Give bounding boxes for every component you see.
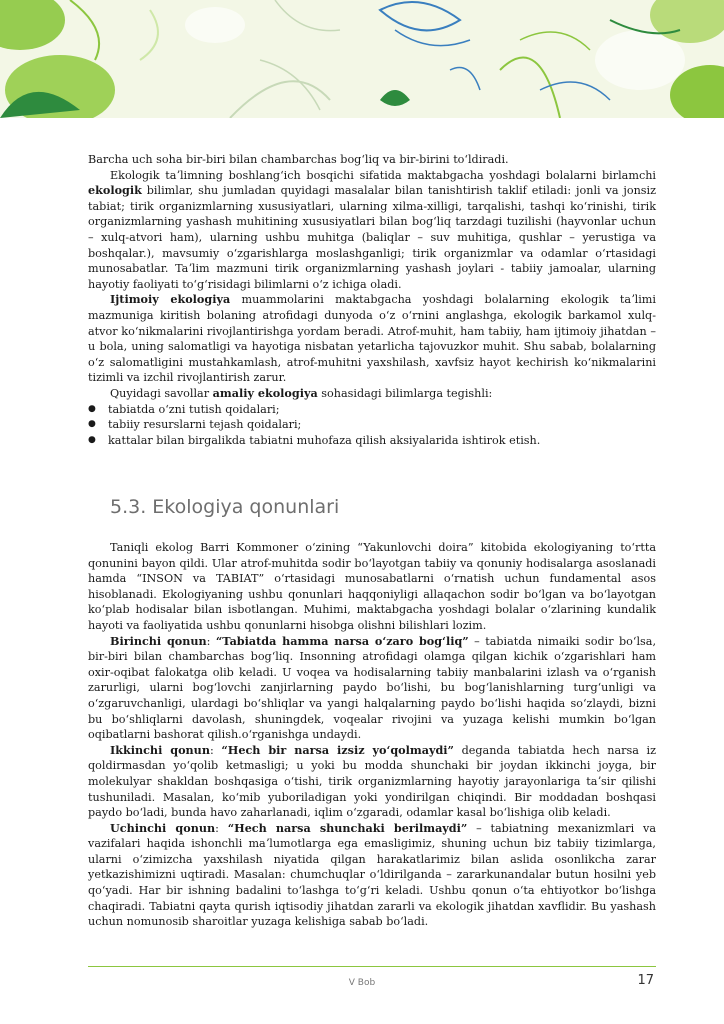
text-run: Quyidagi savollar (110, 386, 213, 400)
law-title: “Hech narsa shunchaki berilmaydi” (227, 820, 468, 835)
law-title: “Hech bir narsa izsiz yoʻqolmaydi” (221, 742, 454, 757)
law-label: Birinchi qonun (110, 633, 207, 648)
list-item: ● kattalar bilan birgalikda tabiatni muhofaza qilish aksiyalarida ishtirok etish. (88, 433, 656, 449)
text-run: – tabiatning mexanizmlari va vazifalari haqida ishonchli maʼlumotlarga ega emasligimiz, shuning uchun biz tabiiy tizimlarga, ularni oʻzimizcha yaxshilash niyatida qilgan harakatlarimiz bilan aslida osonlikcha zarar yetkazishimizni uqtiradi. Masalan: chumchuqlar oʻldirilganda – zararkunandalar butun hosilni yeb qoʻyadi. Har bir ishning badalini toʻlashga toʻgʻri keladi. Ushbu qonun oʻta ehtiyotkor boʻlishga chaqiradi. Tabiatni qayta qurish iqtisodiy jihatdan zararli va ekologik jihatdan xavflidir. Bu yashash uchun nomunosib sharoitlar yuzaga kelishiga sabab boʻladi. (88, 821, 656, 929)
law-title: “Tabiatda hamma narsa oʻzaro bogʻliq” (215, 633, 469, 648)
paragraph-commoner: Taniqli ekolog Barri Kommoner oʻzining “Yakunlovchi doira” kitobida ekologiyaning toʻrtta qonunini bayon qildi. Ular atrof-muhitda sodir boʻlayotgan tabiiy va qonuniy hodisalarga asoslanadi hamda “INSON va TABIAT” oʻrtasidagi munosabatlarni oʻrnatish uchun fundamental asos hisoblanadi. Ekologiyaning ushbu qonunlari haqqoniyligi allaqachon sodir boʻlgan va boʻlayotgan koʻplab hodisalar bilan isbotlangan. Muhimi, maktabgacha yoshdagi bolalar oʻzlarining kundalik hayoti va faoliyatida ushbu qonunlarni hisobga olishni bilishlari lozim. (88, 541, 656, 632)
leaf-pattern-icon (0, 0, 724, 118)
text-run: bilimlar, shu jumladan quyidagi masalalar bilan tanishtirish taklif etiladi: jonli va jonsiz tabiat; tirik organizmlarning xususiyatlari, ularning xilma-xilligi, tarqalishi, tashqi koʻrinishi, tirik organizmlarning yashash muhitining xususiyatlari bilan bogʻliq tarzdagi tuzilishi (hayvonlar uchun – xulq-atvori ham), ularning ushbu muhitga (baliqlar – suv muhitiga, qushlar – yerustiga va boshqalar.), mavsumiy oʻzgarishlarga moslashganligi; tirik organizmlar va odamlar oʻrtasidagi munosabatlar. Taʼlim mazmuni tirik organizmlarning yashash joylari - tabiiy jamoalar, ularning hayotiy faoliyati toʻgʻrisidagi bilimlarni oʻz ichiga oladi. (88, 184, 656, 291)
text-run: Ekologik taʼlimning boshlangʻich bosqichi sifatida maktabgacha yoshdagi bolalarni birlamchi (110, 168, 656, 182)
paragraph-social-ecology (88, 292, 656, 386)
bullet-list (88, 402, 656, 449)
term-bold: amaliy ekologiya (212, 385, 318, 400)
law-label: Uchinchi qonun (110, 820, 216, 835)
paragraph-intro: Barcha uch soha bir-biri bilan chambarchas bogʻliq va bir-birini toʻldiradi. (88, 153, 509, 166)
paragraph-ecological (88, 168, 656, 293)
term-bold: Ijtimoiy ekologiya (110, 292, 231, 307)
page-number: 17 (637, 973, 654, 988)
law-label: Ikkinchi qonun (110, 742, 210, 757)
separator: : (215, 821, 228, 835)
decorative-leaf-banner (0, 0, 724, 118)
paragraph-first-law (88, 634, 656, 743)
separator: : (209, 743, 222, 757)
list-item: ● tabiiy resurslarni tejash qoidalari; (88, 417, 656, 433)
paragraph-practical-ecology (88, 386, 656, 402)
paragraph-second-law (88, 743, 656, 821)
body-text-section (88, 540, 656, 930)
text-run: muammolarini maktabgacha yoshdagi bolalarning ekologik taʼlimi mazmuniga kiritish bolaning atrofidagi dunyoda oʻz oʻrnini anglashga, ekologik barkamol xulq-atvor koʻnikmalarini rivojlantirishga yordam beradi. Atrof-muhit, ham tabiiy, ham ijtimoiy jihatdan – u bola, uning salomatligi va hayotiga nisbatan yetarlicha tajovuzkor muhit. Shu sabab, bolalarning oʻz salomatligini mustahkamlash, atrof-muhitni yaxshilash, xavfsiz hayot kechirish koʻnikmalarini tizimli va izchil rivojlantirish zarur. (88, 293, 656, 385)
separator: : (206, 634, 216, 648)
term-bold: ekologik (88, 183, 142, 198)
list-item: ● tabiatda oʻzni tutish qoidalari; (88, 402, 656, 418)
body-text-top (88, 152, 656, 448)
text-run: deganda tabiatda hech narsa iz qoldirmasdan yoʻqolib ketmasligi; u yoki bu modda shunchaki bir joydan ikkinchi joyga, bir molekulyar shakldan boshqasiga oʻtishi, tirik organizmlarning hayotiy jarayonlariga taʼsir qilishi tushuniladi. Masalan, koʻmib yuboriladigan yoki yondirilgan chiqindi. Bir moddadan boshqasi paydo boʻladi, bunda havo zaharlanadi, iqlim oʻzgaradi, odamlar kasal boʻlishiga olib keladi. (88, 743, 656, 820)
text-run: sohasidagi bilimlarga tegishli: (317, 386, 493, 400)
text-run: – tabiatda nimaiki sodir boʻlsa, bir-biri bilan chambarchas bogʻliq. Insonning atrofidagi olamga qilgan kichik oʻzgarishlari ham oxir-oqibat falokatga olib keladi. U voqea va hodisalarning tabiiy manbalarini izlash va oʻrganish zarurligi, ularni bogʻlovchi zanjirlarning paydo boʻlishi, bu bogʻlanishlarning turgʻunligi va oʻzgaruvchanligi, ulardagi boʻshliqlar va yangi halqalarning paydo boʻlishi haqida soʻzlaydi, bizni bu boʻshliqlarni davolash, shuningdek, voqealar rivojini va yuzaga kelishi mumkin boʻlgan oqibatlarni bashorat qilish.oʻrganishga undaydi. (88, 634, 656, 742)
section-heading: 5.3. Ekologiya qonunlari (110, 496, 340, 518)
footer-divider (88, 966, 656, 967)
paragraph-third-law (88, 821, 656, 930)
chapter-label: V Bob (348, 978, 376, 988)
